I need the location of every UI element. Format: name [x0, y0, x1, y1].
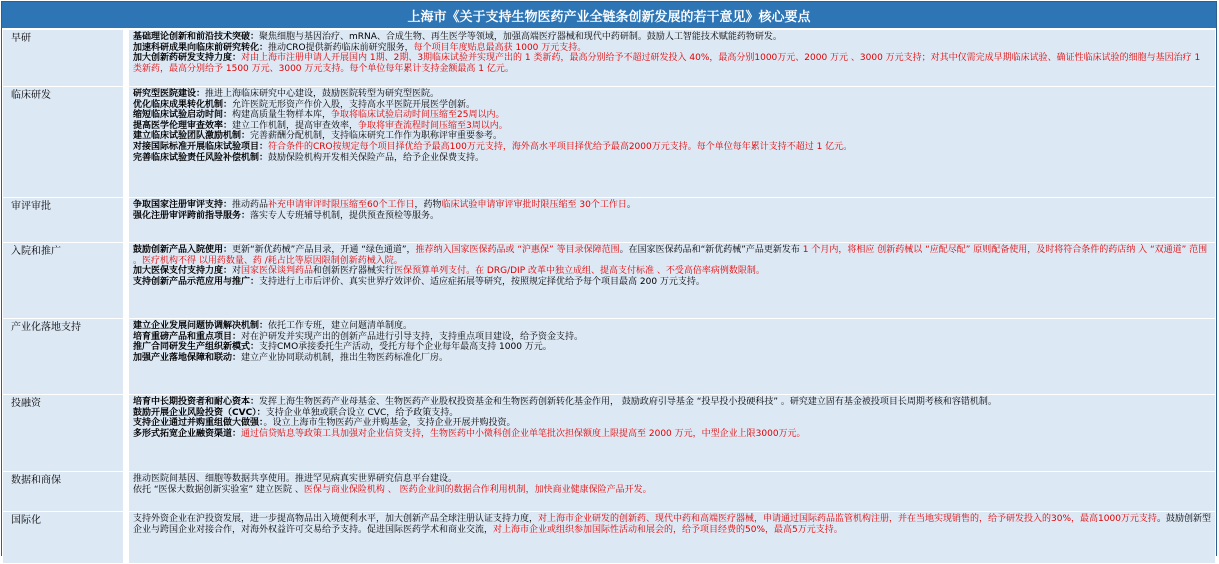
line-text: 建立产业协同联动机制，推出生物医药标准化厂房。 — [241, 352, 449, 363]
line-text: 和创新医疗器械实行 — [313, 266, 395, 277]
line-text: 鼓励保险机构开发相关保险产品，给予企业保费支持。 — [268, 152, 485, 163]
content-line — [133, 142, 1211, 153]
highlight-text: 对上海市企业研发的创新药、现代中药和高端医疗器械，申请通过国际药品监管机构注册，并在当地实现销售的，给予研发投入的30%，最高1000万元支持 — [538, 514, 1157, 524]
line-text: 对 — [232, 266, 242, 277]
content-line — [133, 418, 1211, 429]
line-heading: 强化注册审评跨前指导服务： — [133, 210, 251, 221]
section-row — [3, 472, 1216, 512]
content-line — [133, 53, 1211, 74]
highlight-text: 补充申请审评时限压缩至60个工作日 — [268, 200, 415, 210]
line-heading: 支持创新产品示范应用与推广： — [133, 276, 260, 287]
content-line — [133, 200, 1211, 211]
line-text: 。鼓励创新型企业与跨国企业对接合作，对海外权益许可交易给予支持。促进国际医药学术和商业交流， — [133, 514, 1211, 535]
line-text: 依托 “医保大数据创新实验室” 建立医院 、 — [133, 484, 304, 495]
line-text: 建立工作机制，提高审查效率， — [232, 120, 359, 131]
line-heading: 推广合同研发生产组织新模式： — [133, 342, 260, 353]
highlight-text: 争取将审查流程时间压缩至3周以内。 — [358, 120, 508, 131]
summary-document — [1, 1, 1217, 556]
line-heading: 对接国际标准开展临床试验项目： — [133, 141, 269, 152]
line-text: 发挥上海生物医药产业母基金、生物医药产业股权投资基金和生物医药创新转化基金作用， 鼓励政府引导基金 “投早投小投硬科技” 。研究建立固有基金被投项目长周期考核和容错机制。 — [259, 397, 997, 407]
line-text: 落实专人专班辅导机制，提供预查预检等服务。 — [250, 210, 440, 221]
highlight-text: 1 个月内，将相应 创新药械以 “应配尽配” 原则配备使用，及时将符合条件的药店纳 入 “双通道” 范围 。医疗机构不得 以用药数量、药 /耗占比等原因限制创新药械入院。 — [133, 245, 1208, 266]
line-text: 支持企业单独或联合设立 CVC，给予政策支持。 — [265, 407, 459, 418]
line-text: 依托工作专班，建立问题清单制度。 — [268, 321, 413, 331]
content-line — [133, 429, 1211, 440]
content-line — [133, 397, 1211, 408]
line-heading: 鼓励创新产品入院使用： — [133, 245, 233, 255]
line-text: 支持外资企业在沪投资发展，进一步提高物品出入境便利水平，加大创新产品全球注册认证支持力度， — [133, 514, 539, 524]
line-text: 推动医院间基因、细胞等数据共享使用。推进罕见病真实世界研究信息平台建设。 — [133, 474, 458, 484]
line-heading: 培育重磅产品和重点项目： — [133, 331, 242, 342]
content-line — [133, 211, 1211, 222]
line-heading: 加大医保支付支持力度： — [133, 266, 233, 277]
line-heading: 支持企业通过并购重组做大做强： — [133, 418, 264, 429]
document-title: 上海市《关于支持生物医药产业全链条创新发展的若干意见》核心要点 — [2, 2, 1216, 29]
line-heading: 完善临床试验责任风险补偿机制： — [133, 152, 269, 163]
section-category: 国际化 — [3, 512, 124, 564]
line-text: 聚焦细胞与基因治疗、mRNA、合成生物、再生医学等领域，加强高端医疗器械和现代中药研制。鼓励人工智能技术赋能药物研发。 — [259, 32, 782, 42]
content-line — [133, 266, 1211, 277]
highlight-text: 每个项目年度贴息最高获 1000 万元支持。 — [413, 42, 587, 53]
line-heading: 提高医学伦理审查效率： — [133, 120, 233, 131]
content-line — [133, 277, 1211, 288]
section-row — [3, 395, 1216, 472]
content-line — [133, 32, 1211, 43]
content-line — [133, 474, 1211, 485]
content-line — [133, 245, 1211, 266]
section-content — [129, 319, 1216, 395]
line-heading: 加大创新药研发支持力度： — [133, 53, 242, 64]
content-line — [133, 110, 1211, 121]
section-category: 早研 — [3, 30, 124, 87]
line-heading: 建立临床试验团队激励机制： — [133, 131, 251, 142]
section-category: 临床研发 — [3, 87, 124, 198]
content-line — [133, 321, 1211, 332]
section-row — [3, 512, 1216, 564]
section-category: 产业化落地支持 — [3, 319, 124, 395]
content-line — [133, 100, 1211, 111]
line-heading: 多形式拓宽企业融资渠道： — [133, 428, 242, 439]
line-heading: 研究型医院建设： — [133, 89, 206, 99]
line-text: 。设立上海市生物医药产业并购基金，支持企业开展并购投资。 — [263, 418, 516, 429]
content-line — [133, 131, 1211, 142]
highlight-text: 对上海市企业或组织参加国际性活动和展会的，给予项目经费的50%，最高5万元支持。 — [493, 524, 843, 535]
line-heading: 鼓励开展企业风险投资（CVC）： — [133, 407, 266, 418]
content-line — [133, 121, 1211, 132]
line-text: 。 — [626, 200, 636, 210]
highlight-text: 临床试验申请审评审批时限压缩至 30个工作日 — [441, 200, 627, 210]
line-text: 推动CRO提供新药临床前研究服务， — [268, 42, 414, 53]
section-row — [3, 30, 1216, 87]
section-row — [3, 87, 1216, 198]
highlight-text: 国家医保谈判药品 — [241, 266, 314, 277]
section-row — [3, 198, 1216, 243]
line-heading: 加速科研成果向临床前研究转化： — [133, 42, 269, 53]
section-row — [3, 243, 1216, 319]
line-text: 。在国家医保药品和“新优药械”产品更新发布 — [619, 245, 803, 255]
section-row — [3, 319, 1216, 395]
line-heading: 优化临床成果转化机制： — [133, 99, 233, 110]
highlight-text: 争取将临床试验启动时间压缩至25周以内。 — [331, 110, 505, 121]
highlight-text: 对由上海市注册申请人开展国内 1期、2期、3期临床试验并实现产出的 1 类新药，最高分别给予不超过研发投入 40%，最高分别1000万元、2000 万元 、3000 万元支持；对其中仅需完成早期临床试验、确证性临床试验的细胞与基因治疗 1 类新药，最高分别给予 1500 万元、3000 万元支持。每个单位每年累计支持金额最高 1 亿元。 — [133, 53, 1201, 74]
highlight-text: 医保预算单列支付。在 DRG/DIP 改革中独立成组、提高支付标准 、不受高倍率病例数限制。 — [394, 266, 765, 277]
line-text: 允许医院无形资产作价入股，支持高水平医院开展医学创新。 — [232, 99, 476, 110]
line-heading: 培育中长期投资者和耐心资本： — [133, 397, 260, 407]
line-text: 完善薪酬分配机制，支持临床研究工作作为职称评审重要参考。 — [250, 131, 503, 142]
section-category: 审评审批 — [3, 198, 124, 243]
section-content — [129, 472, 1216, 512]
line-text: 构建高质量生物样本库， — [232, 110, 332, 121]
line-text: 支持CMO承接委托生产活动，受托方每个企业每年最高支持 1000 万元。 — [259, 342, 552, 353]
line-text: 对在沪研发并实现产出的创新产品进行引导支持，支持重点项目建设，给予资金支持。 — [241, 331, 584, 342]
content-line — [133, 342, 1211, 353]
content-line — [133, 408, 1211, 419]
content-line — [133, 332, 1211, 343]
content-line — [133, 485, 1211, 496]
line-heading: 缩短临床试验启动时间： — [133, 110, 233, 121]
section-content — [129, 243, 1216, 319]
content-line — [133, 514, 1211, 535]
line-heading: 基础理论创新和前沿技术突破： — [133, 32, 260, 42]
section-content — [129, 198, 1216, 243]
content-line — [133, 89, 1211, 100]
line-text: ，药物 — [414, 200, 442, 210]
line-text: 更新“新优药械”产品目录，开通 “绿色通道”， — [232, 245, 416, 255]
section-category: 数据和商保 — [3, 472, 124, 512]
highlight-text: 推荐纳入国家医保药品或 “沪惠保” 等目录保障范围 — [415, 245, 620, 255]
line-heading: 建立企业发展问题协调解决机制： — [133, 321, 269, 331]
section-content — [129, 87, 1216, 198]
highlight-text: 符合条件的CRO按规定每个项目择优给予最高100万元支持，海外高水平项目择优给予最高2000万元支持。每个单位每年累计支持不超过 1 亿元。 — [268, 141, 853, 152]
key-points-table — [2, 29, 1216, 564]
line-text: 推进上海临床研究中心建设，鼓励医院转型为研究型医院。 — [205, 89, 440, 99]
section-category: 投融资 — [3, 395, 124, 472]
line-heading: 加强产业落地保障和联动： — [133, 352, 242, 363]
section-content — [129, 395, 1216, 472]
line-text: 推动药品 — [232, 200, 269, 210]
highlight-text: 医保与商业保险机构 、 医药企业间的数据合作利用机制，加快商业健康保险产品开发。 — [303, 484, 652, 495]
section-content — [129, 30, 1216, 87]
content-line — [133, 153, 1211, 164]
content-line — [133, 353, 1211, 364]
line-text: 支持进行上市后评价、真实世界疗效评价、适应症拓展等研究，按照规定择优给予每个项目最高 200 万元支持。 — [259, 276, 705, 287]
line-heading: 争取国家注册审评支持： — [133, 200, 233, 210]
highlight-text: 通过信贷贴息等政策工具加强对企业信贷支持，生物医药中小微科创企业单笔批次担保额度上限提高至 2000 万元，中型企业上限3000万元。 — [241, 428, 806, 439]
section-content — [129, 512, 1216, 564]
content-line — [133, 43, 1211, 54]
section-category: 入院和推广 — [3, 243, 124, 319]
